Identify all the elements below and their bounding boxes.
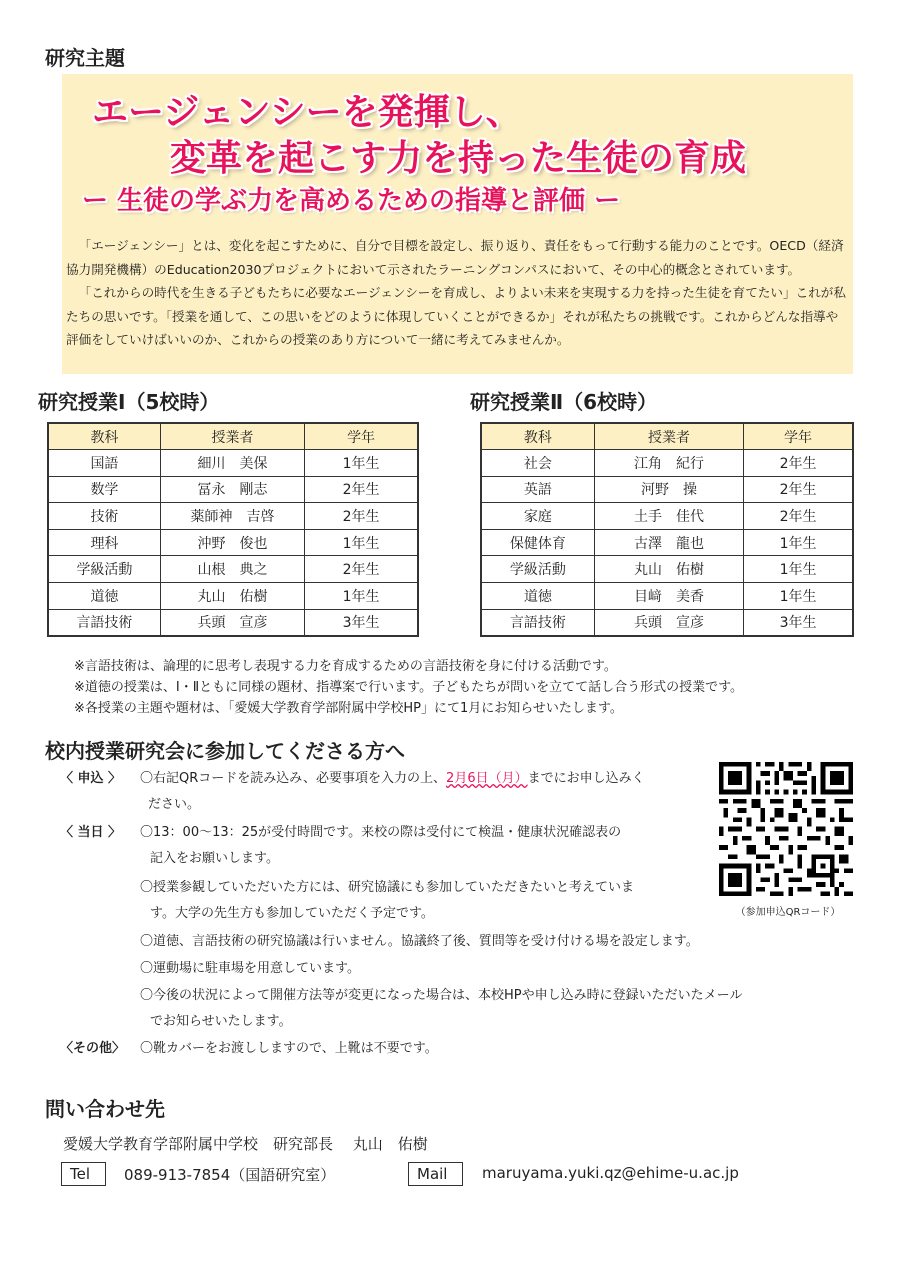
apply-pre: 〇右記QRコードを読み込み、必要事項を入力の上、: [140, 771, 447, 786]
cell-grade: 2年生: [305, 476, 418, 503]
cell-subject: 社会: [481, 450, 594, 477]
mail-label: Mail: [408, 1162, 463, 1186]
day-line: 記入をお願いします。: [150, 851, 279, 866]
cell-subject: 家庭: [481, 503, 594, 530]
header-grade: 学年: [744, 423, 853, 450]
theme-subtitle: ー 生徒の学ぶ力を高めるための指導と評価 ー: [82, 186, 621, 216]
day-line: 〇運動場に駐車場を用意しています。: [140, 961, 360, 976]
tel-label: Tel: [61, 1162, 106, 1186]
table-row: [48, 609, 418, 636]
cell-grade: 1年生: [744, 529, 853, 556]
section-label: 研究主題: [45, 46, 125, 70]
intro-paragraph-1: 「エージェンシー」とは、変化を起こすために、自分で目標を設定し、振り返り、責任をもって行動する能力のことです。OECD（経済協力開発機構）のEducation2030プロジェクトにおいて示されたラーニングコンパスにおいて、その中心的概念とされています。: [66, 238, 844, 277]
other-tag: 〈その他〉: [60, 1041, 126, 1056]
table-header-row: [481, 423, 853, 450]
cell-teacher: 土手 佳代: [594, 503, 743, 530]
cell-teacher: 古澤 龍也: [594, 529, 743, 556]
table1-title: 研究授業Ⅰ（5校時）: [38, 390, 220, 414]
cell-teacher: 冨永 剛志: [160, 476, 304, 503]
table-row: [48, 503, 418, 530]
cell-teacher: 山根 典之: [160, 556, 304, 583]
cell-grade: 2年生: [305, 556, 418, 583]
mail-value[interactable]: maruyama.yuki.qz@ehime-u.ac.jp: [482, 1164, 739, 1182]
cell-grade: 3年生: [305, 609, 418, 636]
qr-code-icon: [719, 762, 853, 896]
schedule-table-1: [47, 422, 419, 637]
table-row: [481, 556, 853, 583]
table-row: [481, 450, 853, 477]
table-row: [481, 609, 853, 636]
cell-subject: 技術: [48, 503, 160, 530]
theme-title-line2: 変革を起こす力を持った生徒の育成: [170, 138, 747, 179]
cell-grade: 1年生: [305, 450, 418, 477]
table2-title: 研究授業Ⅱ（6校時）: [470, 390, 658, 414]
cell-teacher: 目﨑 美香: [594, 583, 743, 610]
cell-grade: 1年生: [305, 529, 418, 556]
header-subject: 教科: [481, 423, 594, 450]
cell-teacher: 丸山 佑樹: [594, 556, 743, 583]
table-row: [481, 476, 853, 503]
cell-teacher: 薬師神 吉啓: [160, 503, 304, 530]
qr-caption: （参加申込QRコード）: [735, 907, 841, 918]
intro-paragraph-2: 「これからの時代を生きる子どもたちに必要なエージェンシーを育成し、よりよい未来を実現する力を持った生徒を育てたい」これが私たちの思いです。「授業を通して、この思いをどのように体現していくことができるか」それが私たちの挑戦です。これからどんな指導や評価をしていけばいいのか、これからの授業のあり方について一緒に考えてみませんか。: [66, 285, 846, 347]
cell-subject: 言語技術: [48, 609, 160, 636]
table-row: [481, 503, 853, 530]
table-row: [48, 476, 418, 503]
table-row: [48, 529, 418, 556]
note-item: ※言語技術は、論理的に思考し表現する力を育成するための言語技術を身に付ける活動です。: [74, 659, 617, 674]
cell-teacher: 兵頭 宣彦: [594, 609, 743, 636]
cell-grade: 2年生: [744, 450, 853, 477]
header-grade: 学年: [305, 423, 418, 450]
cell-subject: 学級活動: [481, 556, 594, 583]
table-row: [481, 529, 853, 556]
cell-teacher: 兵頭 宣彦: [160, 609, 304, 636]
apply-tag: 〈 申込 〉: [60, 771, 122, 786]
note-item: ※道徳の授業は、Ⅰ・Ⅱともに同様の題材、指導案で行います。子どもたちが問いを立てて話し合う形式の授業です。: [74, 680, 744, 695]
cell-subject: 理科: [48, 529, 160, 556]
cell-subject: 英語: [481, 476, 594, 503]
cell-teacher: 河野 操: [594, 476, 743, 503]
cell-subject: 道徳: [481, 583, 594, 610]
day-line: 〇13：00～13：25が受付時間です。来校の際は受付にて検温・健康状況確認表の: [140, 825, 622, 840]
cell-subject: 保健体育: [481, 529, 594, 556]
table-row: [48, 583, 418, 610]
theme-intro: [66, 234, 850, 352]
day-line: す。大学の先生方も参加していただく予定です。: [150, 906, 434, 921]
day-line: 〇授業参観していただいた方には、研究協議にも参加していただきたいと考えていま: [140, 880, 635, 895]
cell-grade: 1年生: [305, 583, 418, 610]
theme-title-line1: エージェンシーを発揮し、: [92, 92, 522, 133]
qr-code[interactable]: [719, 762, 853, 896]
cell-teacher: 沖野 俊也: [160, 529, 304, 556]
apply-line1: [140, 766, 645, 792]
table-row: [481, 583, 853, 610]
day-line: でお知らせいたします。: [150, 1014, 292, 1029]
cell-teacher: 丸山 佑樹: [160, 583, 304, 610]
theme-box: [62, 74, 853, 374]
cell-grade: 3年生: [744, 609, 853, 636]
header-subject: 教科: [48, 423, 160, 450]
cell-grade: 1年生: [744, 556, 853, 583]
cell-teacher: 細川 美保: [160, 450, 304, 477]
tel-value[interactable]: 089-913-7854（国語研究室）: [124, 1166, 336, 1184]
header-teacher: 授業者: [160, 423, 304, 450]
schedule-table-2: [480, 422, 854, 637]
table-row: [48, 450, 418, 477]
other-line: 〇靴カバーをお渡ししますので、上靴は不要です。: [140, 1041, 438, 1056]
cell-grade: 2年生: [744, 503, 853, 530]
cell-grade: 2年生: [744, 476, 853, 503]
apply-deadline: 2月6日（月）: [446, 771, 528, 786]
cell-subject: 言語技術: [481, 609, 594, 636]
cell-grade: 2年生: [305, 503, 418, 530]
day-line: 〇道徳、言語技術の研究協議は行いません。協議終了後、質問等を受け付ける場を設定します。: [140, 934, 699, 949]
day-tag: 〈 当日 〉: [60, 825, 122, 840]
contact-heading: 問い合わせ先: [45, 1097, 165, 1121]
day-line: 〇今後の状況によって開催方法等が変更になった場合は、本校HPや申し込み時に登録いただいたメール: [140, 988, 743, 1003]
table-row: [48, 556, 418, 583]
note-item: ※各授業の主題や題材は、「愛媛大学教育学部附属中学校HP」にて1月にお知らせいたします。: [74, 701, 623, 716]
notes: [74, 656, 743, 719]
apply-section: [60, 766, 720, 826]
header-teacher: 授業者: [594, 423, 743, 450]
cell-subject: 道徳: [48, 583, 160, 610]
cell-subject: 国語: [48, 450, 160, 477]
cell-teacher: 江角 紀行: [594, 450, 743, 477]
contact-org: 愛媛大学教育学部附属中学校 研究部長 丸山 佑樹: [63, 1135, 428, 1153]
cell-grade: 1年生: [744, 583, 853, 610]
participation-heading: 校内授業研究会に参加してくださる方へ: [45, 739, 405, 763]
cell-subject: 学級活動: [48, 556, 160, 583]
apply-line2: ださい。: [148, 797, 201, 812]
other-section: [60, 1036, 560, 1062]
cell-subject: 数学: [48, 476, 160, 503]
table-header-row: [48, 423, 418, 450]
apply-post: までにお申し込みく: [527, 771, 645, 786]
